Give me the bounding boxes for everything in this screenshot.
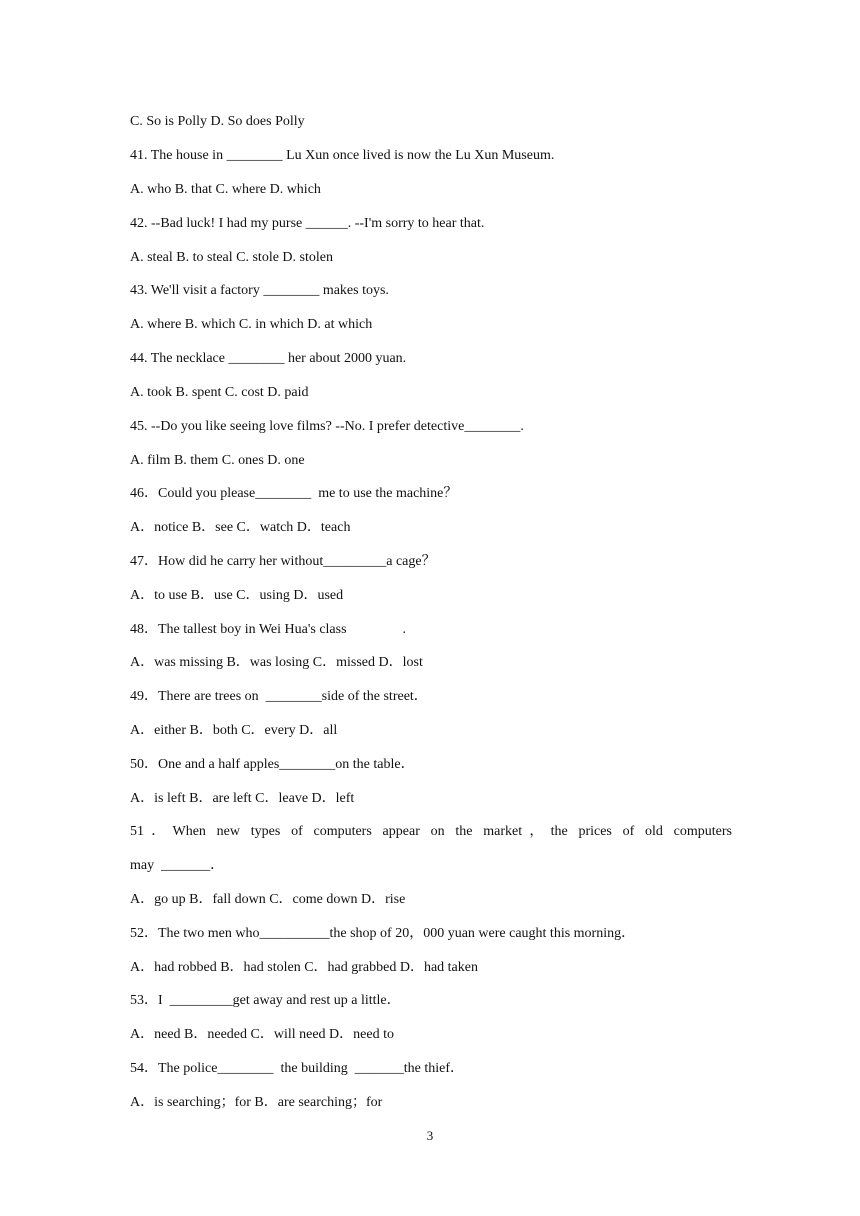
question-48: 48．The tallest boy in Wei Hua's class . (130, 622, 407, 637)
options-45: A. film B. them C. ones D. one (130, 453, 305, 468)
question-42: 42. --Bad luck! I had my purse ______. --I'm sorry to hear that. (130, 216, 485, 231)
question-45: 45. --Do you like seeing love films? --No. I prefer detective________. (130, 419, 524, 434)
options-42: A. steal B. to steal C. stole D. stolen (130, 250, 333, 265)
options-52: A．had robbed B．had stolen C．had grabbed D．had taken (130, 960, 478, 975)
options-46: A．notice B．see C．watch D．teach (130, 520, 351, 535)
options-41: A. who B. that C. where D. which (130, 182, 321, 197)
question-51: 51．When new types of computers appear on the market，the prices of old computers (130, 824, 732, 839)
question-53: 53．I _________get away and rest up a little． (130, 993, 401, 1008)
options-51: A．go up B．fall down C．come down D．rise (130, 892, 406, 907)
page-number: 3 (426, 1128, 434, 1143)
text-line-1: C. So is Polly D. So does Polly (130, 114, 305, 129)
question-44: 44. The necklace ________ her about 2000 yuan. (130, 351, 407, 366)
options-50: A．is left B．are left C．leave D．left (130, 791, 355, 806)
options-53: A．need B．needed C．will need D．need to (130, 1027, 394, 1042)
question-41: 41. The house in ________ Lu Xun once lived is now the Lu Xun Museum. (130, 148, 555, 163)
question-43: 43. We'll visit a factory ________ makes toys. (130, 283, 389, 298)
options-47: A．to use B．use C．using D．used (130, 588, 344, 603)
options-43: A. where B. which C. in which D. at which (130, 317, 373, 332)
options-49: A．either B．both C．every D．all (130, 723, 338, 738)
question-54: 54．The police________ the building _______the thief． (130, 1061, 465, 1076)
options-54: A．is searching；for B．are searching；for (130, 1095, 383, 1110)
options-44: A. took B. spent C. cost D. paid (130, 385, 309, 400)
question-52: 52．The two men who__________the shop of 20，000 yuan were caught this morning． (130, 926, 636, 941)
question-46: 46．Could you please________ me to use the machine？ (130, 486, 458, 501)
question-51-continued: may _______． (130, 858, 225, 873)
question-47: 47．How did he carry her without_________a cage？ (130, 554, 436, 569)
options-48: A．was missing B．was losing C．missed D．lost (130, 655, 423, 670)
question-50: 50．One and a half apples________on the table． (130, 757, 415, 772)
question-49: 49．There are trees on ________side of the street． (130, 689, 428, 704)
